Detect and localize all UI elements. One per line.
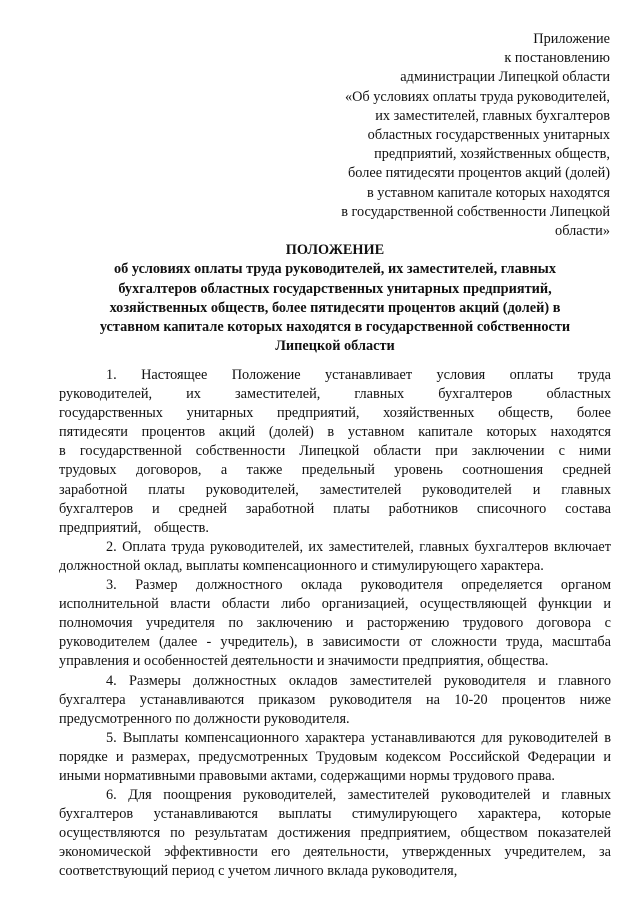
title-line: Липецкой области (275, 338, 395, 355)
paragraph-3: 3. Размер должностного оклада руководителя определяется органом исполнительной власти области либо организацией, осуществляющей функции и полномочия учредителя по заключению и расторжению трудового договора с руководителем (далее - учредитель), в зависимости от сложности труда, масштаба управления и особенностей деятельности и значимости предприятия, общества. (59, 577, 611, 670)
paragraph-1: 1. Настоящее Положение устанавливает условия оплаты труда руководителей, их заместителей, главных бухгалтеров областных государственных унитарных предприятий, хозяйственных обществ, более пятидесяти процентов акций (долей) в уставном капитале которых находятся в государственной собственности Липецкой области при заключении с ними трудовых договоров, а также предельный уровень соотношения средней заработной платы руководителей, заместителей руководителей и главных бухгалтеров и средней заработной платы работников списочного состава предприятий, обществ. (59, 367, 611, 536)
paragraph-5: 5. Выплаты компенсационного характера устанавливаются для руководителей в порядке и размерах, предусмотренных Трудовым кодексом Российской Федерации и иными нормативными правовыми актами, содержащими нормы трудового права. (59, 729, 611, 784)
appendix-line: администрации Липецкой области (400, 69, 610, 86)
paragraph-4: 4. Размеры должностных окладов заместителей руководителя и главного бухгалтера устанавливаются приказом руководителя на 10-20 процентов ниже предусмотренного по должности руководителя. (59, 672, 611, 727)
appendix-line: Приложение (533, 31, 610, 47)
paragraph-2: 2. Оплата труда руководителей, их заместителей, главных бухгалтеров включает должностной оклад, выплаты компенсационного и стимулирующего характера. (59, 538, 611, 574)
title-line: хозяйственных обществ, более пятидесяти процентов акций (долей) в (109, 299, 561, 316)
appendix-line: в государственной собственности Липецкой (341, 203, 610, 220)
appendix-line: «Об условиях оплаты труда руководителей, (344, 88, 610, 105)
appendix-line: их заместителей, главных бухгалтеров (375, 107, 610, 124)
document-body (59, 366, 611, 882)
appendix-line: в уставном капитале которых находятся (366, 184, 610, 201)
appendix-line: предприятий, хозяйственных обществ, (374, 146, 610, 163)
title-line: уставном капитале которых находятся в государственной собственности (99, 319, 571, 336)
appendix-line: к постановлению (504, 50, 610, 67)
title-heading: ПОЛОЖЕНИЕ (285, 242, 385, 258)
paragraph-6: 6. Для поощрения руководителей, заместителей руководителей и главных бухгалтеров устанавливаются выплаты стимулирующего характера, которые осуществляются по результатам достижения предприятием, обществом показателей экономической эффективности его деятельности, утвержденных учредителем, за соответствующий период с учетом личного вклада руководителя, (59, 787, 611, 880)
appendix-header (280, 30, 610, 241)
appendix-line: более пятидесяти процентов акций (долей) (348, 165, 610, 182)
document-title (60, 241, 610, 357)
appendix-line: области» (555, 223, 610, 240)
title-line: бухгалтеров областных государственных унитарных предприятий, (118, 280, 552, 297)
appendix-line: областных государственных унитарных (367, 127, 610, 144)
title-line: об условиях оплаты труда руководителей, их заместителей, главных (113, 261, 556, 278)
